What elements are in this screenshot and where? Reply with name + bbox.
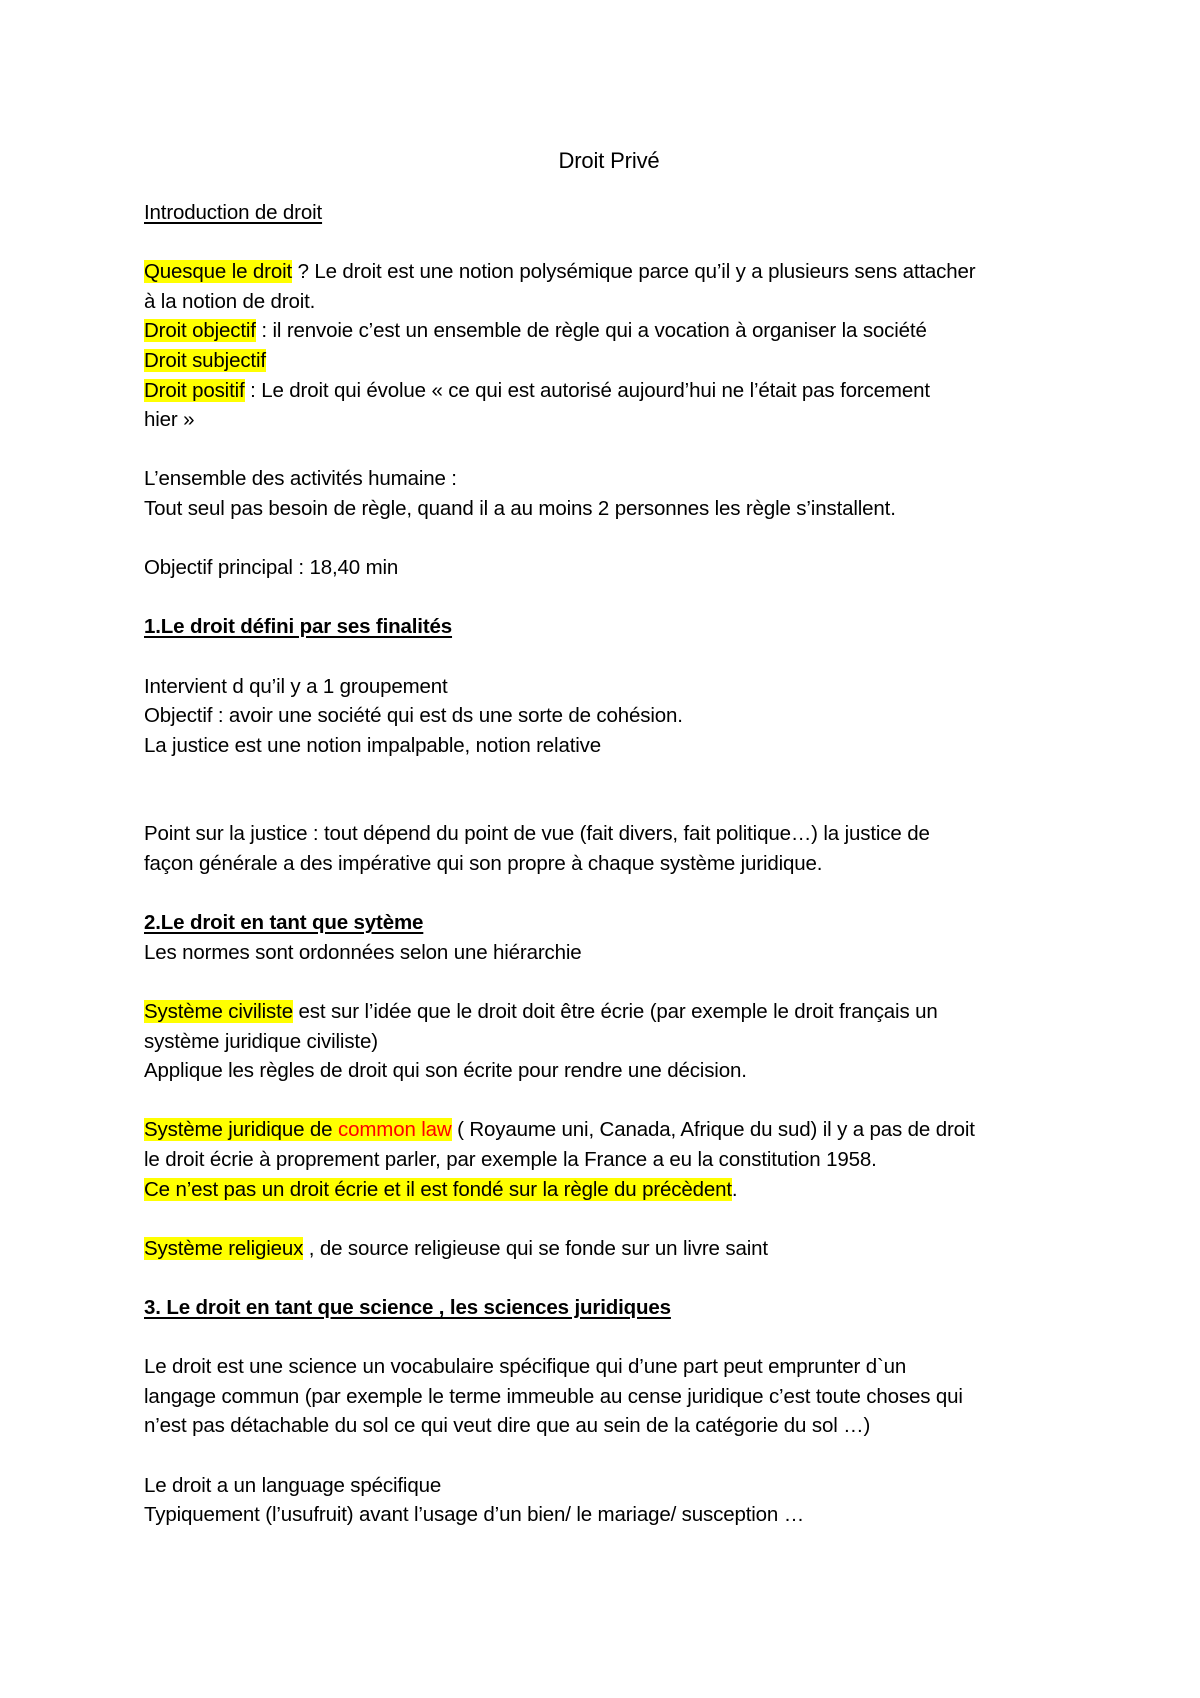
paragraph-science-cont1: langage commun (par exemple le terme immeuble au cense juridique c’est toute choses qui — [144, 1384, 963, 1408]
paragraph-science: Le droit est une science un vocabulaire spécifique qui d’une part peut emprunter d`un — [144, 1355, 907, 1379]
highlighted-term: Droit objectif — [144, 319, 256, 343]
document-body — [144, 146, 1074, 1530]
paragraph-droit-subjectif — [144, 346, 1074, 376]
paragraph-definition-cont: à la notion de droit. — [144, 289, 316, 313]
paragraph-justice: La justice est une notion impalpable, notion relative — [144, 733, 602, 757]
paragraph-usufruit: Typiquement (l’usufruit) avant l’usage d’un bien/ le mariage/ susception … — [144, 1503, 805, 1527]
paragraph-normes: Les normes sont ordonnées selon une hiérarchie — [144, 940, 582, 964]
paragraph-objectif: Objectif principal : 18,40 min — [144, 556, 399, 580]
paragraph-droit-objectif: Droit objectif : il renvoie c’est un ensemble de règle qui a vocation à organiser la société — [144, 319, 927, 343]
paragraph-point-justice: Point sur la justice : tout dépend du point de vue (fait divers, fait politique…) la justice de — [144, 822, 930, 846]
highlighted-term: Droit subjectif — [144, 348, 266, 372]
highlighted-term: Système religieux — [144, 1236, 304, 1260]
paragraph-civiliste: Système civiliste est sur l’idée que le droit doit être écrie (par exemple le droit français un — [144, 1000, 938, 1024]
highlighted-sentence: Ce n’est pas un droit écrie et il est fondé sur la règle du précèdent — [144, 1177, 732, 1201]
page-title: Droit Privé — [558, 148, 660, 173]
paragraph-point-justice-cont: façon générale a des impérative qui son propre à chaque système juridique. — [144, 852, 823, 876]
paragraph-definition: Quesque le droit ? Le droit est une notion polysémique parce qu’il y a plusieurs sens attacher — [144, 260, 976, 284]
red-term: common law — [337, 1118, 452, 1142]
section-heading-3: 3. Le droit en tant que science , les sciences juridiques — [144, 1295, 671, 1319]
paragraph-activites: L’ensemble des activités humaine : — [144, 467, 457, 491]
paragraph-language: Le droit a un language spécifique — [144, 1473, 442, 1497]
highlighted-term: Droit positif — [144, 378, 245, 402]
section-heading-1: 1.Le droit défini par ses finalités — [144, 615, 453, 639]
paragraph-droit-positif: Droit positif : Le droit qui évolue « ce qui est autorisé aujourd’hui ne l’était pas forcement — [144, 378, 930, 402]
intro-heading: Introduction de droit — [144, 201, 323, 224]
paragraph-common-law-cont: le droit écrie à proprement parler, par exemple la France a eu la constitution 1958. — [144, 1148, 877, 1171]
highlighted-term: Système juridique de common law — [144, 1118, 452, 1142]
section-heading-2: 2.Le droit en tant que sytème — [144, 911, 424, 935]
paragraph-common-law-highlight: Ce n’est pas un droit écrie et il est fondé sur la règle du précèdent. — [144, 1177, 738, 1201]
paragraph-common-law: Système juridique de common law ( Royaume uni, Canada, Afrique du sud) il y a pas de droit — [144, 1118, 975, 1142]
paragraph-science-cont2: n’est pas détachable du sol ce qui veut dire que au sein de la catégorie du sol …) — [144, 1414, 871, 1438]
paragraph-groupement: Intervient d qu’il y a 1 groupement — [144, 674, 448, 698]
paragraph-droit-positif-cont: hier » — [144, 408, 195, 432]
paragraph-religieux: Système religieux , de source religieuse qui se fonde sur un livre saint — [144, 1236, 768, 1260]
paragraph-cohesion: Objectif : avoir une société qui est ds une sorte de cohésion. — [144, 704, 683, 728]
highlighted-term: Quesque le droit — [144, 260, 293, 284]
highlighted-term: Système civiliste — [144, 1000, 293, 1024]
paragraph-regles: Tout seul pas besoin de règle, quand il a au moins 2 personnes les règle s’installent. — [144, 496, 896, 520]
paragraph-applique: Applique les règles de droit qui son écrite pour rendre une décision. — [144, 1059, 747, 1083]
paragraph-civiliste-cont: système juridique civiliste) — [144, 1029, 378, 1053]
